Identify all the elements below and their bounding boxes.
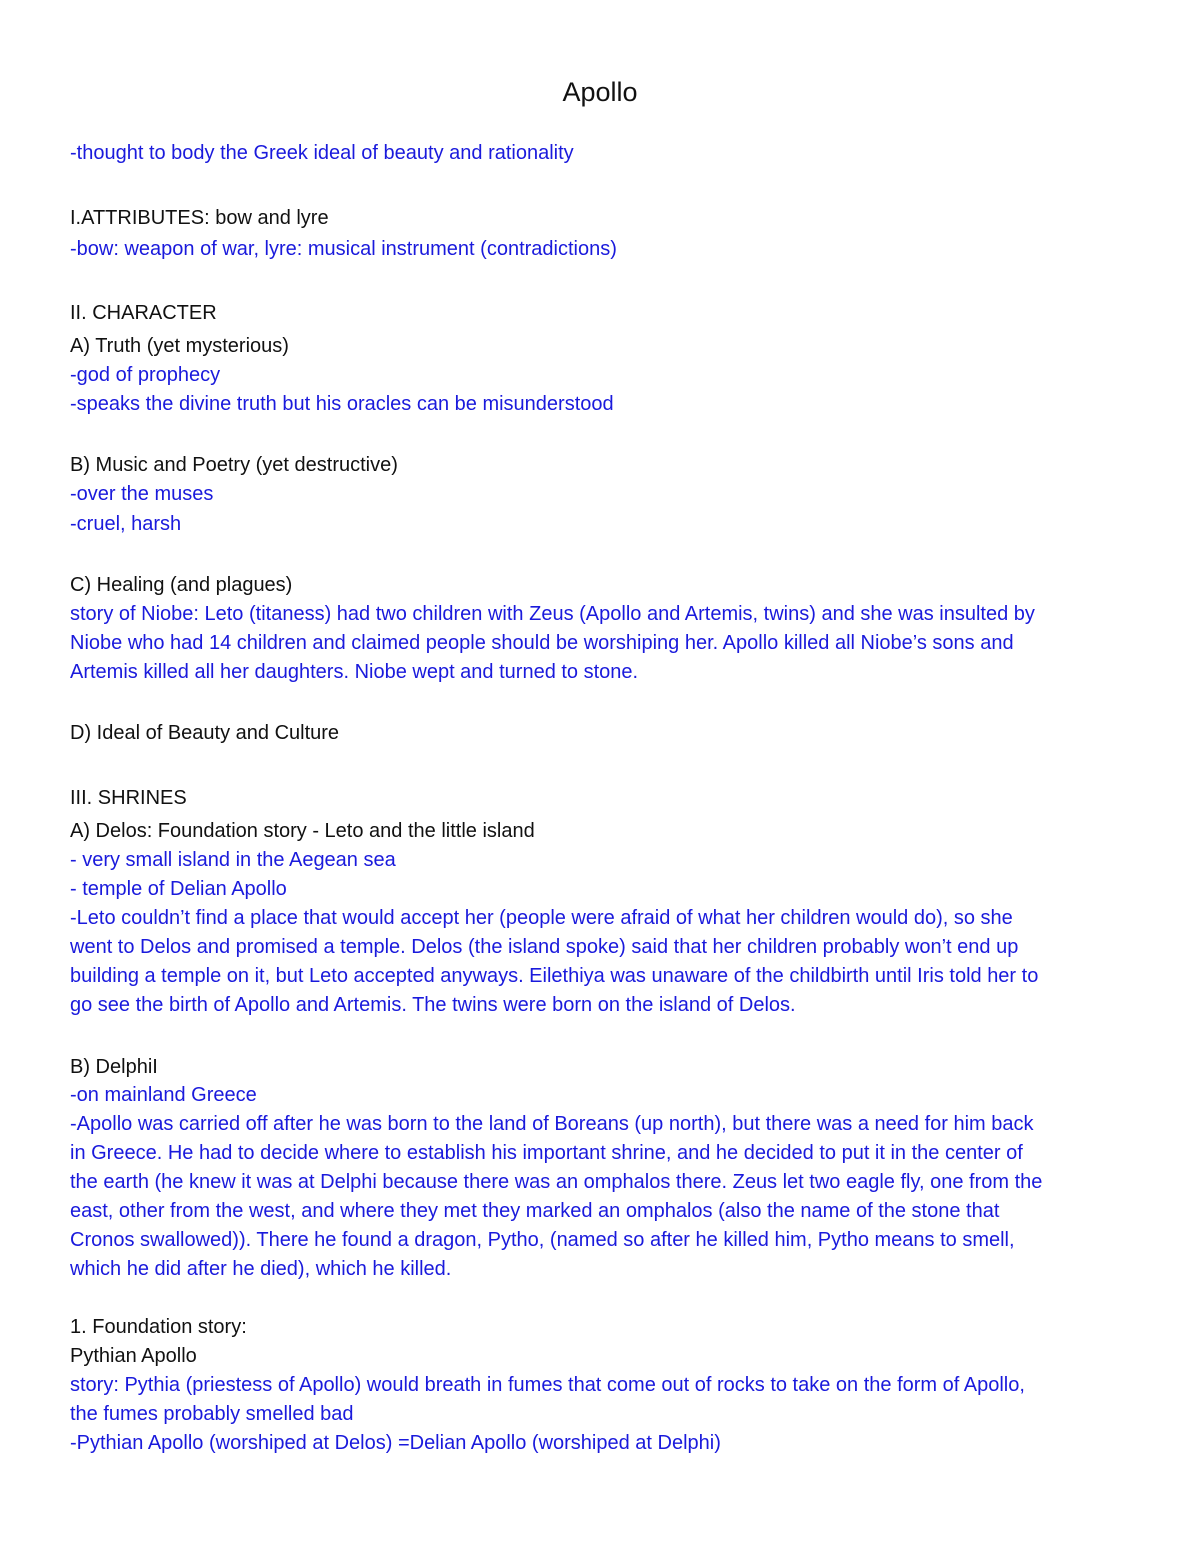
section-heading-character: II. CHARACTER	[70, 302, 217, 324]
subheading-foundation-story: 1. Foundation story:	[70, 1316, 247, 1338]
page-title: Apollo	[562, 77, 638, 107]
subheading-music-poetry: B) Music and Poetry (yet destructive)	[70, 454, 398, 476]
subheading-healing: C) Healing (and plagues)	[70, 574, 293, 596]
text-line: -speaks the divine truth but his oracles can be misunderstood	[70, 393, 614, 415]
text-line: -thought to body the Greek ideal of beauty and rationality	[70, 142, 574, 164]
subheading-delos: A) Delos: Foundation story - Leto and the little island	[70, 820, 535, 842]
text-line: -on mainland Greece	[70, 1084, 257, 1106]
text-line: the fumes probably smelled bad	[70, 1403, 354, 1425]
text-line: -god of prophecy	[70, 364, 221, 386]
text-line: - very small island in the Aegean sea	[70, 849, 396, 871]
text-line: -over the muses	[70, 483, 214, 505]
text-line: story: Pythia (priestess of Apollo) would breath in fumes that come out of rocks to take on the form of Apollo,	[70, 1374, 1025, 1396]
text-line: the earth (he knew it was at Delphi because there was an omphalos there. Zeus let two eagle fly, one from the	[70, 1171, 1043, 1193]
text-line: building a temple on it, but Leto accepted anyways. Eilethiya was unaware of the childbirth until Iris told her to	[70, 965, 1039, 987]
text-line: Cronos swallowed)). There he found a dragon, Pytho, (named so after he killed him, Pytho means to smell,	[70, 1229, 1015, 1251]
section-heading-shrines: III. SHRINES	[70, 787, 187, 809]
text-line: -Leto couldn’t find a place that would accept her (people were afraid of what her children would do), so she	[70, 907, 1013, 929]
text-line: Artemis killed all her daughters. Niobe wept and turned to stone.	[70, 661, 639, 683]
text-line: story of Niobe: Leto (titaness) had two children with Zeus (Apollo and Artemis, twins) and she was insulted by	[70, 603, 1035, 625]
subheading-beauty-culture: D) Ideal of Beauty and Culture	[70, 722, 340, 744]
text-line: -Pythian Apollo (worshiped at Delos) =Delian Apollo (worshiped at Delphi)	[70, 1432, 721, 1454]
text-line: -bow: weapon of war, lyre: musical instrument (contradictions)	[70, 238, 617, 260]
text-line: went to Delos and promised a temple. Delos (the island spoke) said that her children probably won’t end up	[70, 936, 1019, 958]
subheading-truth: A) Truth (yet mysterious)	[70, 335, 289, 357]
subheading-pythian-apollo: Pythian Apollo	[70, 1345, 197, 1367]
text-line: east, other from the west, and where they met they marked an omphalos (also the name of the stone that	[70, 1200, 1000, 1222]
subheading-delphi: B) DelphiI	[70, 1056, 158, 1078]
text-line: - temple of Delian Apollo	[70, 878, 287, 900]
text-line: Niobe who had 14 children and claimed people should be worshiping her. Apollo killed all Niobe’s sons and	[70, 632, 1014, 654]
section-heading-attributes: I.ATTRIBUTES: bow and lyre	[70, 207, 329, 229]
text-line: -Apollo was carried off after he was born to the land of Boreans (up north), but there was a need for him back	[70, 1113, 1034, 1135]
text-line: go see the birth of Apollo and Artemis. The twins were born on the island of Delos.	[70, 994, 796, 1016]
text-line: in Greece. He had to decide where to establish his important shrine, and he decided to put it in the center of	[70, 1142, 1023, 1164]
text-line: which he did after he died), which he killed.	[70, 1258, 452, 1280]
text-line: -cruel, harsh	[70, 513, 182, 535]
